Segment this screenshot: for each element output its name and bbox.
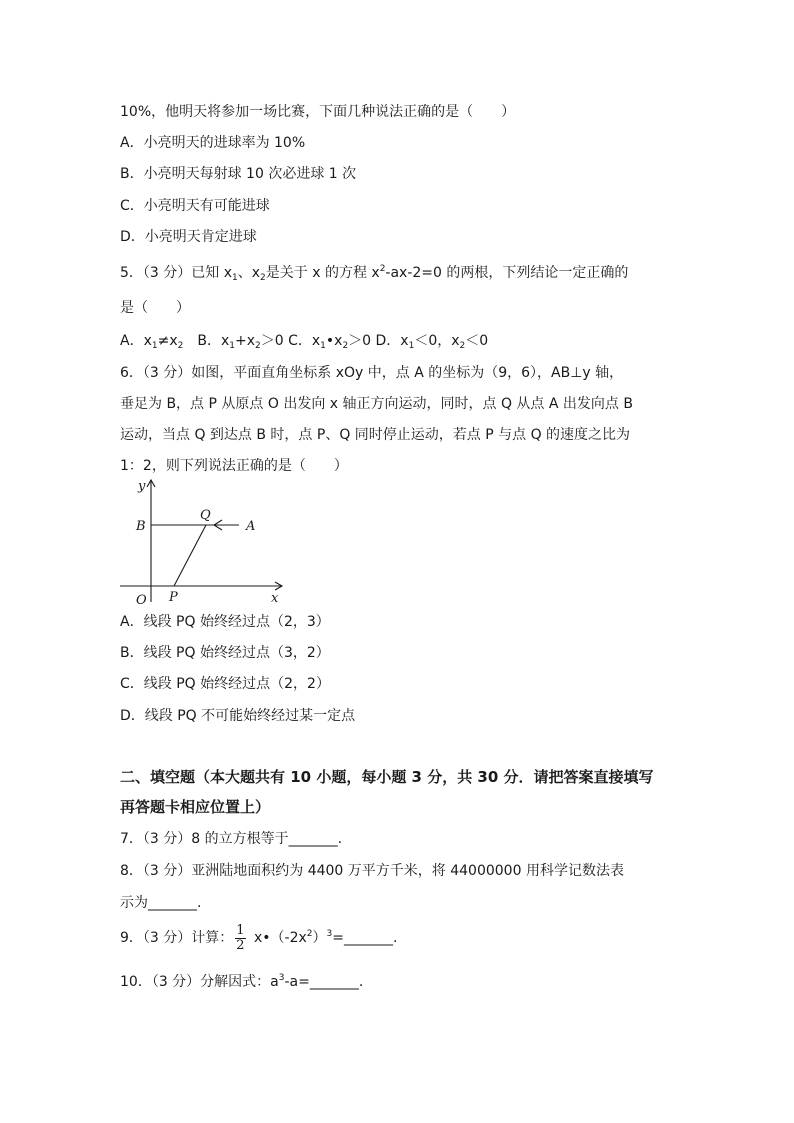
q9-text: 9．（3 分）计算： $\frac{1}{2}$ $x•(-2x^2)^3=\_\_\_\_\_\_\_$. [120, 922, 398, 953]
q6-option-d: D．线段 PQ 不可能始终经过某一定点 [120, 708, 356, 724]
q6-option-c: C．线段 PQ 始终经过点（2，2） [120, 676, 330, 692]
q8-line-2: 示为_______. [120, 895, 202, 911]
label-a: A [246, 519, 256, 534]
label-x: x [271, 591, 279, 606]
q4-stem: 10%，他明天将参加一场比赛，下面几种说法正确的是（ ） [120, 104, 516, 120]
q4-option-b: B．小亮明天每射球 10 次必进球 1 次 [120, 166, 357, 182]
q6-option-a: A．线段 PQ 始终经过点（2，3） [120, 614, 330, 630]
q6-stem-line-3: 运动，当点 Q 到达点 B 时，点 P、Q 同时停止运动，若点 P 与点 Q 的速度之比为 [120, 427, 631, 443]
q7-text: 7．（3 分）8 的立方根等于_______. [120, 831, 343, 847]
label-q: Q [200, 508, 211, 523]
fraction-one-half: $\frac{1}{2}$ [236, 922, 245, 953]
label-o: O [136, 593, 147, 606]
q4-option-d: D．小亮明天肯定进球 [120, 229, 257, 245]
section-2-heading-line-2: 再答题卡相应位置上） [120, 798, 271, 816]
label-b: B [136, 519, 146, 534]
q5-stem-continued: 是（ ） [120, 300, 190, 316]
section-2-heading-line-1: 二、填空题（本大题共有 10 小题，每小题 3 分，共 30 分．请把答案直接填写 [120, 768, 654, 786]
q6-option-b: B．线段 PQ 始终经过点（3，2） [120, 645, 330, 661]
q6-stem-line-1: 6．（3 分）如图，平面直角坐标系 xOy 中，点 A 的坐标为（9，6），AB⊥y 轴， [120, 365, 624, 381]
label-p: P [169, 590, 178, 605]
q5-options: A．$x_1\ne x_2$ B．$x_1+x_2>0$ C．$x_1•x_2>0$ D．$x_1<0$，$x_2<0$ [120, 333, 489, 351]
q6-stem-line-2: 垂足为 B，点 P 从原点 O 出发向 x 轴正方向运动，同时，点 Q 从点 A 出发向点 B [120, 396, 633, 412]
segment-pq [174, 525, 206, 586]
label-y: y [138, 479, 146, 494]
q4-option-a: A．小亮明天的进球率为 10% [120, 135, 306, 151]
q5-stem: 5．（3 分）已知 $x_1$、$x_2$是关于 x 的方程 $x^2-ax-2=0$ 的两根，下列结论一定正确的 [120, 264, 629, 283]
q6-coordinate-figure [118, 476, 290, 606]
q6-stem-line-4: 1：2，则下列说法正确的是（ ） [120, 458, 348, 474]
q10-text: 10．（3 分）分解因式：$a^3-a=\_\_\_\_\_\_\_$. [120, 973, 364, 990]
q4-option-c: C．小亮明天有可能进球 [120, 198, 270, 214]
q8-line-1: 8．（3 分）亚洲陆地面积约为 4400 万平方千米，将 44000000 用科学记数法表 [120, 863, 624, 879]
